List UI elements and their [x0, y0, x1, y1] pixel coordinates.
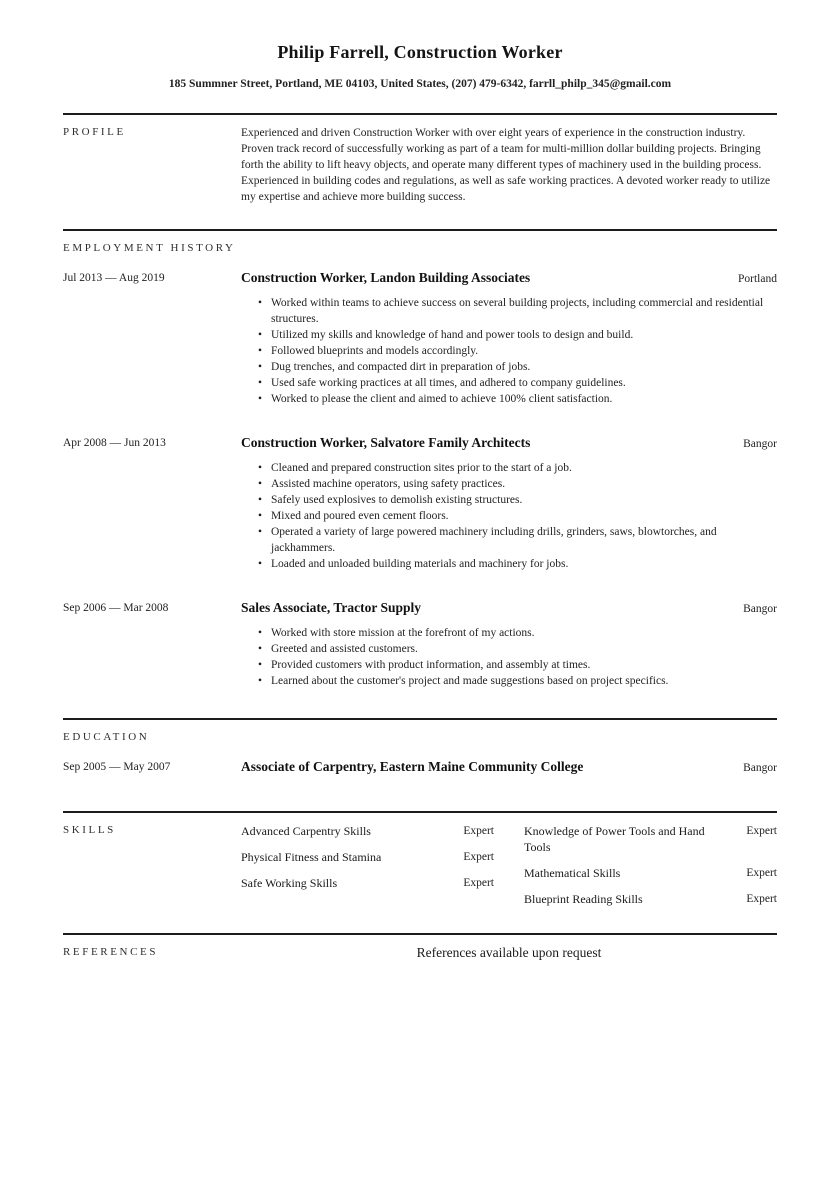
job-dates: Jul 2013 — Aug 2019	[63, 272, 165, 284]
job-dates: Apr 2008 — Jun 2013	[63, 437, 166, 449]
education-title: Associate of Carpentry, Eastern Maine Community College	[241, 759, 584, 774]
skill-level: Expert	[746, 867, 777, 879]
profile-label: PROFILE	[63, 126, 126, 138]
skill-item	[524, 865, 777, 881]
education-location: Bangor	[743, 762, 777, 774]
section-references	[63, 933, 777, 961]
section-education	[63, 718, 777, 811]
skills-label: SKILLS	[63, 824, 116, 836]
skill-name: Blueprint Reading Skills	[524, 892, 643, 906]
skills-column-left	[241, 823, 494, 917]
skill-item	[241, 875, 494, 891]
job-location: Bangor	[743, 603, 777, 615]
skill-name: Safe Working Skills	[241, 876, 338, 890]
skill-item	[241, 823, 494, 839]
job-dates: Sep 2006 — Mar 2008	[63, 602, 169, 614]
job-main	[241, 600, 777, 689]
job-title: Sales Associate, Tractor Supply	[241, 600, 422, 615]
job-bullet: • Cleaned and prepared construction sites prior to the start of a job.	[258, 460, 777, 476]
job-bullet-list	[241, 625, 777, 689]
references-text: References available upon request	[416, 945, 602, 960]
employment-label: EMPLOYMENT HISTORY	[63, 242, 236, 254]
job-bullet: • Operated a variety of large powered machinery including drills, grinders, saws, blowtorches, and jackhammers.	[258, 524, 777, 556]
education-label: EDUCATION	[63, 731, 150, 743]
job-bullet: • Provided customers with product information, and assembly at times.	[258, 657, 777, 673]
profile-text: Experienced and driven Construction Worker with over eight years of experience in the construction industry. Proven track record of successfully working as part of a team for multi-million dollar building projects. Bringing forth the ability to lift heavy objects, and operate many different types of machinery used in the building process. Experienced in building codes and regulations, as well as safe working practices. A devoted worker ready to utilize my expertise and achieve more building success.	[241, 127, 771, 203]
skill-level: Expert	[463, 877, 494, 889]
job-bullet: • Learned about the customer's project and made suggestions based on project specifics.	[258, 673, 777, 689]
job-bullet: • Used safe working practices at all times, and adhered to company guidelines.	[258, 375, 777, 391]
job-title: Construction Worker, Salvatore Family Architects	[241, 435, 531, 450]
job-bullet: • Assisted machine operators, using safety practices.	[258, 476, 777, 492]
skill-name: Physical Fitness and Stamina	[241, 850, 382, 864]
skills-grid	[241, 813, 777, 933]
job-bullet: • Worked with store mission at the forefront of my actions.	[258, 625, 777, 641]
education-dates: Sep 2005 — May 2007	[63, 761, 171, 773]
skill-name: Mathematical Skills	[524, 866, 621, 880]
job-bullet: • Mixed and poured even cement floors.	[258, 508, 777, 524]
job-main	[241, 435, 777, 572]
job-bullet: • Dug trenches, and compacted dirt in preparation of jobs.	[258, 359, 777, 375]
job-bullet: • Greeted and assisted customers.	[258, 641, 777, 657]
skill-name: Knowledge of Power Tools and Hand Tools	[524, 824, 705, 854]
skill-level: Expert	[746, 893, 777, 905]
job-entry	[63, 435, 777, 572]
job-bullet: • Worked to please the client and aimed to achieve 100% client satisfaction.	[258, 391, 777, 407]
skills-column-right	[524, 823, 777, 917]
references-label: REFERENCES	[63, 946, 159, 958]
job-bullet: • Utilized my skills and knowledge of hand and power tools to design and build.	[258, 327, 777, 343]
skill-level: Expert	[463, 825, 494, 837]
section-profile	[63, 113, 777, 229]
job-entry	[63, 270, 777, 407]
job-bullet-list	[241, 460, 777, 572]
skill-level: Expert	[746, 825, 777, 837]
education-entry	[63, 759, 777, 775]
skill-item	[524, 823, 777, 855]
skill-level: Expert	[463, 851, 494, 863]
skill-name: Advanced Carpentry Skills	[241, 824, 371, 838]
job-bullet: • Loaded and unloaded building materials and machinery for jobs.	[258, 556, 777, 572]
skill-item	[524, 891, 777, 907]
job-main	[241, 270, 777, 407]
section-employment	[63, 229, 777, 718]
contact-line: 185 Summner Street, Portland, ME 04103, United States, (207) 479-6342, farrll_philp_345@gmail.com	[168, 78, 672, 90]
candidate-name: Philip Farrell, Construction Worker	[277, 42, 563, 62]
job-bullet: • Worked within teams to achieve success on several building projects, including commercial and residential structures.	[258, 295, 777, 327]
section-skills	[63, 811, 777, 933]
job-bullet-list	[241, 295, 777, 407]
job-bullet: • Safely used explosives to demolish existing structures.	[258, 492, 777, 508]
skill-item	[241, 849, 494, 865]
job-bullet: • Followed blueprints and models accordingly.	[258, 343, 777, 359]
job-location: Portland	[738, 273, 777, 285]
job-title: Construction Worker, Landon Building Associates	[241, 270, 531, 285]
job-location: Bangor	[743, 438, 777, 450]
job-entry	[63, 600, 777, 689]
resume-header	[63, 42, 777, 90]
